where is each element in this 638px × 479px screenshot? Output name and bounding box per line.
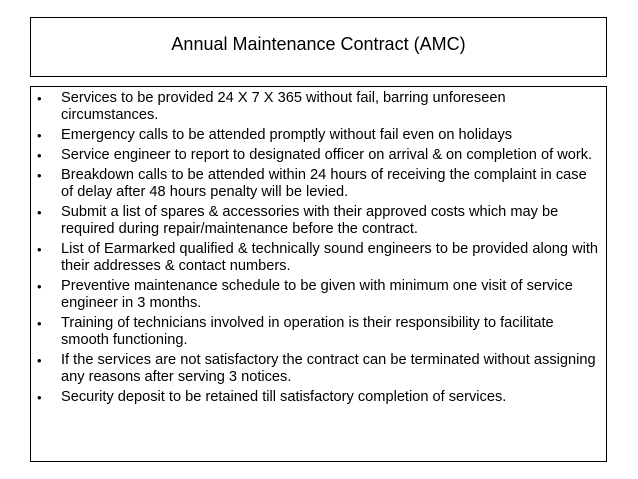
bullet-item [37, 147, 600, 164]
bullet-text: Preventive maintenance schedule to be given with minimum one visit of service engineer in 3 months. [61, 278, 573, 311]
bullet-marker: • [37, 242, 42, 257]
bullet-marker: • [37, 316, 42, 331]
slide-title: Annual Maintenance Contract (AMC) [171, 34, 466, 54]
bullet-text: Breakdown calls to be attended within 24 hours of receiving the complaint in case of delay after 48 hours penalty will be levied. [61, 167, 587, 200]
bullet-item [37, 352, 600, 386]
bullet-marker: • [37, 353, 42, 368]
bullet-marker: • [37, 390, 42, 405]
content-box [30, 86, 607, 462]
title-box [30, 17, 607, 77]
bullet-item [37, 90, 600, 124]
bullet-text: Security deposit to be retained till satisfactory completion of services. [61, 389, 507, 405]
bullet-item [37, 315, 600, 349]
bullet-text: If the services are not satisfactory the contract can be terminated without assigning any reasons after serving 3 notices. [61, 352, 596, 385]
bullet-item [37, 204, 600, 238]
bullet-text: List of Earmarked qualified & technically sound engineers to be provided along with their addresses & contact numbers. [61, 241, 599, 274]
bullet-text: Submit a list of spares & accessories with their approved costs which may be required during repair/maintenance before the contract. [61, 204, 559, 237]
bullet-list [37, 90, 600, 406]
bullet-text: Services to be provided 24 X 7 X 365 without fail, barring unforeseen circumstances. [61, 90, 506, 123]
bullet-text: Service engineer to report to designated officer on arrival & on completion of work. [61, 147, 593, 163]
bullet-marker: • [37, 91, 42, 106]
bullet-item [37, 389, 600, 406]
bullet-marker: • [37, 168, 42, 183]
bullet-item [37, 167, 600, 201]
bullet-marker: • [37, 148, 42, 163]
bullet-item [37, 278, 600, 312]
bullet-item [37, 241, 600, 275]
bullet-marker: • [37, 279, 42, 294]
bullet-text: Emergency calls to be attended promptly without fail even on holidays [61, 127, 513, 143]
bullet-marker: • [37, 128, 42, 143]
bullet-text: Training of technicians involved in operation is their responsibility to facilitate smooth functioning. [61, 315, 554, 348]
bullet-item [37, 127, 600, 144]
bullet-marker: • [37, 205, 42, 220]
